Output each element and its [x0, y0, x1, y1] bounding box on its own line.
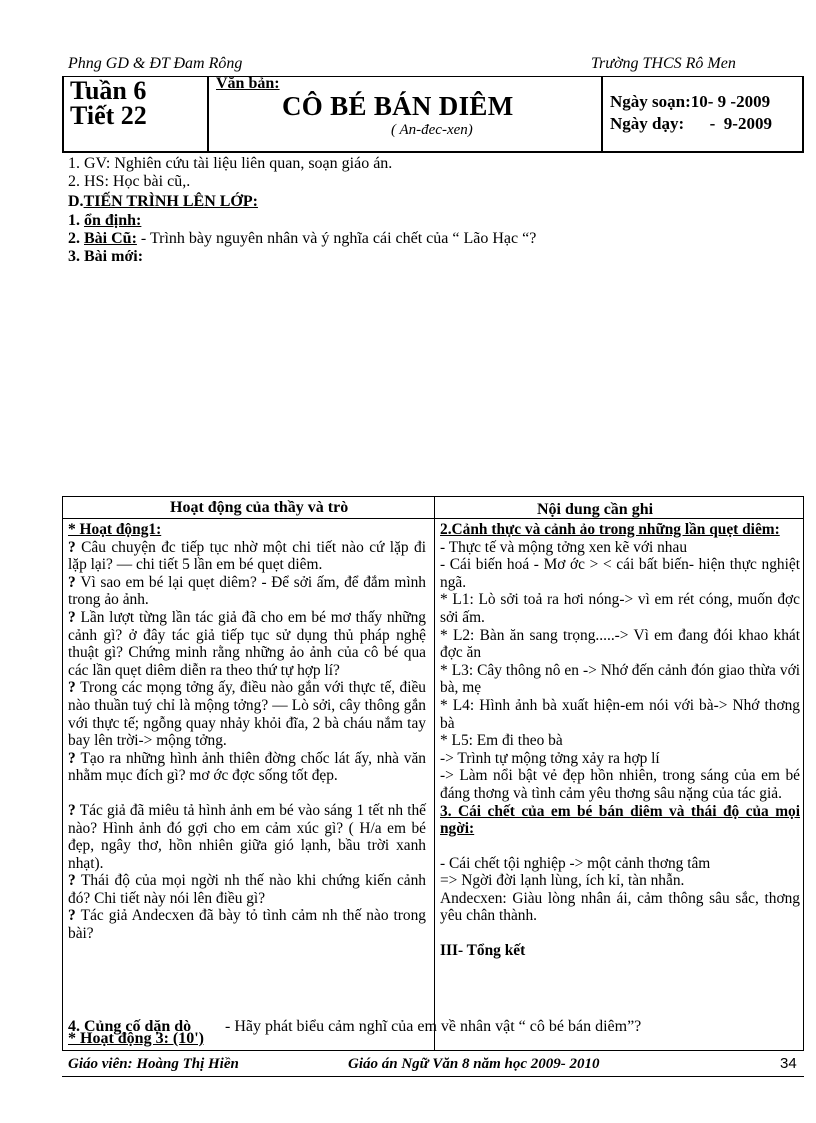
content-item — [440, 750, 800, 768]
process-heading — [68, 193, 258, 211]
lesson-table — [62, 496, 804, 1051]
question-mark: ? — [68, 538, 82, 556]
content-item — [440, 767, 800, 802]
content-text: - Cái biến hoá - Mơ ớc > < cái bất biến- hiện thực nghiệt ngã. — [440, 556, 800, 591]
activity-text: Trong các mọng tởng ấy, điều nào gắn với thực tế, điều nào thuần tuý chỉ là mộng tởng? — Lò sởi, cây thông gắn với thực tế; ngỗng quay nhảy khỏi đĩa, 2 bà cháu nắm tay bay lên trời-> mộng tởng. — [68, 679, 426, 750]
activity-item — [68, 750, 426, 785]
step-1 — [68, 212, 141, 230]
content-text: => Ngời đời lạnh lùng, ích kỉ, tàn nhẫn. — [440, 872, 685, 890]
column-header-activities: Hoạt động của thầy và trò — [170, 499, 349, 516]
header-row-divider — [63, 518, 803, 519]
activity-item — [68, 539, 426, 574]
lesson-title: CÔ BÉ BÁN DIÊM — [282, 91, 514, 121]
content-heading: 2.Cảnh thực và cảnh ảo trong những lần quẹt diêm: — [440, 521, 780, 538]
column-divider — [434, 497, 435, 1050]
activity-item — [68, 609, 426, 679]
activity-text: Tác giả Andecxen đã bày tỏ tình cảm nh thế nào trong bài? — [68, 907, 426, 943]
question-mark: ? — [68, 749, 81, 767]
step-1-label: ổn định: — [84, 212, 142, 229]
activity-item — [68, 574, 426, 609]
column-header-content: Nội dung cần ghi — [537, 501, 654, 518]
question-mark: ? — [68, 679, 81, 697]
content-item — [440, 890, 800, 925]
content-item — [440, 855, 800, 873]
header-divider — [601, 77, 603, 151]
activity-item — [68, 802, 426, 872]
period-label: Tiết 22 — [70, 101, 147, 130]
content-text: Andecxen: Giàu lòng nhân ái, cảm thông sâu sắc, thơng yêu chân thành. — [440, 889, 800, 925]
activities-column — [68, 521, 426, 943]
process-prefix: D. — [68, 193, 84, 210]
content-item — [440, 627, 800, 662]
question-mark: ? — [68, 573, 81, 591]
activity-heading: * Hoạt động1: — [68, 521, 162, 538]
activity-item — [68, 679, 426, 749]
step-2 — [68, 230, 536, 248]
content-item — [440, 803, 800, 838]
content-item — [440, 732, 800, 750]
step-2-label: Bài Cũ: — [84, 230, 137, 247]
content-text: -> Làm nổi bật vẻ đẹp hồn nhiên, trong sáng của em bé đáng thơng và tình cảm yêu thơng sâu nặng của tác giả. — [440, 767, 800, 802]
content-heading: 3. Cái chết của em bé bán diêm và thái độ của mọi ngời: — [440, 802, 800, 838]
header-divider — [207, 77, 209, 151]
genre-label: Văn bản: — [216, 75, 280, 92]
process-title: TIẾN TRÌNH LÊN LỚP: — [83, 193, 258, 210]
content-item — [440, 662, 800, 697]
content-text: * L3: Cây thông nô en -> Nhớ đến cảnh đón giao thừa với bà, mẹ — [440, 661, 800, 697]
activity-text: Câu chuyện đc tiếp tục nhờ một chi tiết nào cứ lặp đi lặp lại? — chi tiết 5 lần em bé quẹt diêm. — [68, 538, 426, 574]
question-mark: ? — [68, 907, 81, 925]
content-heading: III- Tổng kết — [440, 942, 526, 960]
content-text: * L5: Em đi theo bà — [440, 732, 563, 750]
question-mark: ? — [68, 801, 80, 819]
content-item — [440, 556, 800, 591]
prep-teacher: 1. GV: Nghiên cứu tài liệu liên quan, soạn giáo án. — [68, 155, 393, 172]
consolidation-question: - Hãy phát biểu cảm nghĩ của em về nhân vật “ cô bé bán diêm”? — [225, 1018, 642, 1035]
prep-student: 2. HS: Học bài cũ,. — [68, 173, 191, 190]
content-text: - Thực tế và mộng tởng xen kẽ với nhau — [440, 538, 688, 556]
question-mark: ? — [68, 608, 81, 626]
content-item — [440, 942, 800, 960]
content-column — [440, 521, 800, 960]
step-3: 3. Bài mới: — [68, 248, 144, 265]
school-label: Trường THCS Rô Men — [591, 55, 736, 72]
content-item — [440, 521, 800, 539]
content-item — [440, 872, 800, 890]
content-text: * L2: Bàn ăn sang trọng.....-> Vì em đang đói khao khát đợc ăn — [440, 626, 800, 662]
activity-item — [68, 872, 426, 907]
prep-date: Ngày soạn:10- 9 -2009 — [610, 92, 771, 111]
content-text: - Cái chết tội nghiệp -> một cảnh thơng tâm — [440, 854, 711, 872]
step-2-number: 2. — [68, 230, 84, 247]
question-mark: ? — [68, 872, 82, 890]
content-item — [440, 539, 800, 557]
department-label: Phng GD & ĐT Đam Rông — [68, 55, 243, 72]
activity-text: Thái độ của mọi ngời nh thế nào khi chứng kiến cảnh đó? Chi tiết này nói lên điều gì? — [68, 872, 427, 907]
consolidation-label: 4. Củng cố dặn dò — [68, 1018, 192, 1035]
dates-block — [610, 91, 772, 135]
activity-text: Tác giả đã miêu tả hình ảnh em bé vào sáng 1 tết nh thế nào? Hình ảnh đó gợi cho em cảm xúc gì? ( H/a em bé đẹp, ngây thơ, hồn nhiên giữa gió lạnh, bầu trời xanh nhạt). — [68, 801, 426, 872]
activity-item — [68, 521, 426, 539]
step-2-text: - Trình bày nguyên nhân và ý nghĩa cái chết của “ Lão Hạc “? — [136, 230, 537, 247]
teacher-name: Giáo viên: Hoàng Thị Hiền — [68, 1056, 239, 1072]
lesson-header-box — [62, 76, 804, 153]
content-text: * L4: Hình ảnh bà xuất hiện-em nói với bà-> Nhớ thơng bà — [440, 696, 800, 732]
author-label: ( An-đec-xen) — [391, 122, 473, 138]
content-item — [440, 697, 800, 732]
activity-item — [68, 907, 426, 942]
activity-text: Tạo ra những hình ảnh thiên đờng chốc lát ấy, nhà văn nhằm mục đích gì? mơ ớc đợc sống tốt đẹp. — [68, 749, 426, 785]
plan-title: Giáo án Ngữ Văn 8 năm học 2009- 2010 — [348, 1056, 600, 1072]
step-1-number: 1. — [68, 212, 84, 229]
activity-3-label: * Hoạt động 3: (10') — [68, 1030, 204, 1047]
activity-text: Vì sao em bé lại quẹt diêm? - Để sởi ấm, để đắm mình trong ảo ảnh. — [68, 573, 426, 609]
footer-rule — [62, 1076, 804, 1077]
week-label: Tuần 6 — [70, 76, 147, 105]
content-text: * L1: Lò sởi toả ra hơi nóng-> vì em rét cóng, muốn đợc sởi ấm. — [440, 591, 800, 626]
content-text: -> Trình tự mộng tởng xảy ra hợp lí — [440, 749, 660, 767]
content-item — [440, 591, 800, 626]
page-number: 34 — [780, 1055, 797, 1072]
teach-date: Ngày dạy: - 9-2009 — [610, 114, 772, 133]
activity-text: Lần lượt từng lần tác giả đã cho em bé mơ thấy những cảnh gì? ở đây tác giả tiếp tục sử dụng thủ pháp nghệ thuật gì? Chứng minh rằng những ảo ảnh của cô bé qua các lần quẹt diêm diễn ra theo thứ tự hợp lí? — [68, 608, 426, 679]
